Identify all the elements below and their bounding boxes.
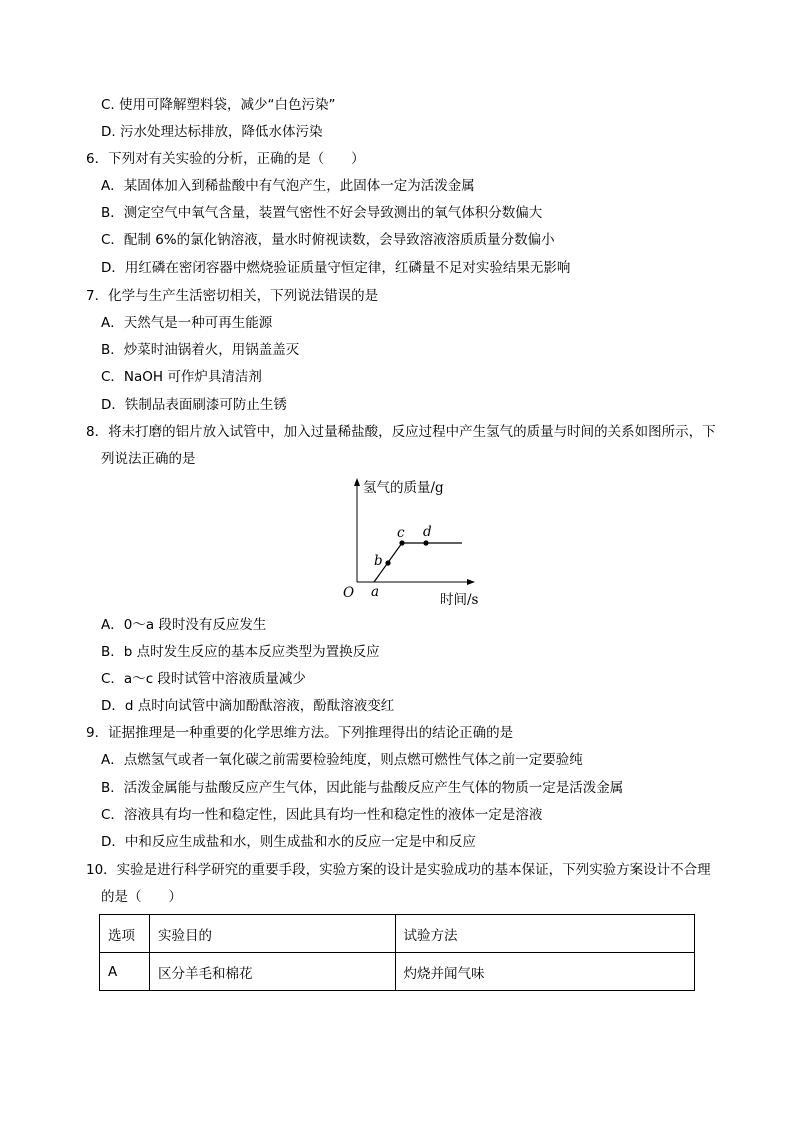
question-9: 9．证据推理是一种重要的化学思维方法。下列推理得出的结论正确的是 — [86, 725, 514, 741]
point-d-marker — [423, 540, 428, 545]
table-row — [100, 953, 695, 991]
question-10: 10．实验是进行科学研究的重要手段，实验方案的设计是实验成功的基本保证，下列实验方案设计不合理 — [86, 862, 711, 878]
question-6: 6．下列对有关实验的分析，正确的是（ ） — [86, 151, 365, 167]
question-8-option-c: C．a～c 段时试管中溶液质量减少 — [101, 671, 306, 687]
table-cell: 区分羊毛和棉花 — [149, 953, 395, 991]
question-9-option-c: C．溶液具有均一性和稳定性，因此具有均一性和稳定性的液体一定是溶液 — [101, 807, 543, 823]
question-9-option-d: D．中和反应生成盐和水，则生成盐和水的反应一定是中和反应 — [101, 834, 476, 850]
question-9-option-a: A．点燃氢气或者一氧化碳之前需要检验纯度，则点燃可燃性气体之前一定要验纯 — [101, 752, 583, 768]
option-c-previous: C. 使用可降解塑料袋，减少“白色污染” — [101, 97, 336, 113]
question-7-option-d: D．铁制品表面刷漆可防止生锈 — [101, 397, 287, 413]
question-7-option-a: A．天然气是一种可再生能源 — [101, 315, 273, 331]
point-d-label: d — [423, 524, 432, 540]
option-d-previous: D. 污水处理达标排放，降低水体污染 — [101, 124, 323, 140]
question-8-continuation: 列说法正确的是 — [101, 451, 196, 467]
question-7-option-b: B．炒菜时油锅着火，用锅盖盖灭 — [101, 342, 300, 358]
question-9-option-b: B．活泼金属能与盐酸反应产生气体，因此能与盐酸反应产生气体的物质一定是活泼金属 — [101, 780, 624, 796]
question-8: 8．将未打磨的铝片放入试管中，加入过量稀盐酸，反应过程中产生氢气的质量与时间的关系如图所示，下 — [86, 424, 716, 440]
question-8-option-d: D．d 点时向试管中滴加酚酞溶液，酚酞溶液变红 — [101, 698, 395, 714]
x-axis-label: 时间/s — [440, 592, 479, 608]
y-axis-label: 氢气的质量/g — [363, 480, 444, 496]
hydrogen-mass-graph — [330, 472, 490, 612]
table-header-cell: 实验目的 — [149, 915, 395, 953]
question-6-option-d: D．用红磷在密闭容器中燃烧验证质量守恒定律，红磷量不足对实验结果无影响 — [101, 260, 571, 276]
question-7-option-c: C．NaOH 可作炉具清洁剂 — [101, 369, 262, 385]
question-8-option-b: B．b 点时发生反应的基本反应类型为置换反应 — [101, 644, 380, 660]
table-cell: A — [100, 953, 150, 991]
point-a-label: a — [371, 584, 380, 600]
point-c-label: c — [397, 525, 405, 541]
question-6-option-b: B．测定空气中氧气含量，装置气密性不好会导致测出的氧气体积分数偏大 — [101, 205, 543, 221]
point-b-marker — [385, 560, 390, 565]
point-c-marker — [399, 540, 404, 545]
question-6-option-a: A．某固体加入到稀盐酸中有气泡产生，此固体一定为活泼金属 — [101, 178, 475, 194]
question-6-option-c: C．配制 6%的氯化钠溶液，量水时俯视读数，会导致溶液溶质质量分数偏小 — [101, 232, 555, 248]
table-header-cell: 试验方法 — [395, 915, 694, 953]
table-header-row — [100, 915, 695, 953]
origin-label: O — [343, 585, 355, 601]
x-axis-arrow — [467, 579, 475, 585]
y-axis-arrow — [354, 478, 360, 486]
question-10-continuation: 的是（ ） — [101, 889, 182, 905]
table-cell: 灼烧并闻气味 — [395, 953, 694, 991]
point-b-label: b — [374, 553, 383, 569]
question-8-option-a: A．0～a 段时没有反应发生 — [101, 617, 267, 633]
experiment-table — [99, 914, 695, 991]
question-7: 7．化学与生产生活密切相关，下列说法错误的是 — [86, 288, 379, 304]
table-header-cell: 选项 — [100, 915, 150, 953]
